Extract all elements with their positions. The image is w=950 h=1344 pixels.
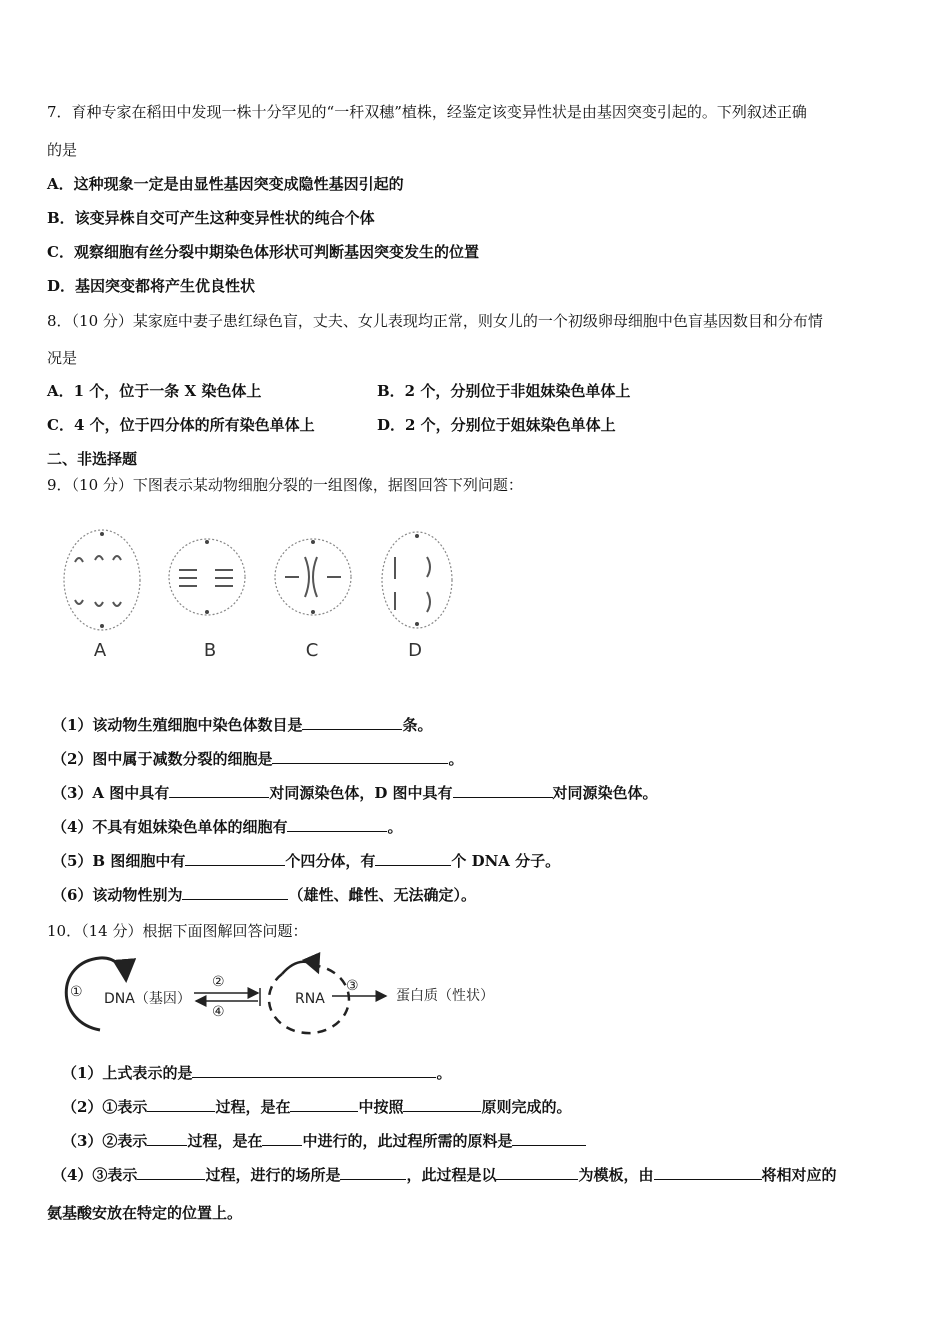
label-step-3: ③ [346, 978, 359, 994]
cell-label-b: B [203, 640, 217, 661]
answer-blank[interactable] [182, 885, 288, 900]
answer-blank[interactable] [403, 1097, 481, 1112]
q9-sub3 [52, 783, 658, 803]
q10-sub4-text: （4）③表示 [52, 1166, 138, 1184]
q10-sub4-mid1: 过程，进行的场所是 [205, 1166, 341, 1184]
q9-sub2-text: （2）图中属于减数分裂的细胞是 [52, 750, 273, 768]
answer-blank[interactable] [169, 783, 269, 798]
label-step-2: ② [212, 974, 225, 990]
q9-sub5-tail: 个 DNA 分子。 [451, 852, 561, 870]
answer-blank[interactable] [290, 1097, 358, 1112]
q9-sub5-text: （5）B 图细胞中有 [52, 852, 186, 870]
answer-blank[interactable] [654, 1165, 762, 1180]
q9-sub1 [52, 715, 432, 735]
section-heading: 二、非选择题 [47, 450, 138, 468]
q10-sub1-text: （1）上式表示的是 [62, 1064, 193, 1082]
q7-stem-line1: 7．育种专家在稻田中发现一株十分罕见的“一秆双穗”植株，经鉴定该变异性状是由基因突变引起的。下列叙述正确 [47, 103, 807, 121]
q9-sub2-tail: 。 [448, 750, 464, 768]
answer-blank[interactable] [302, 715, 402, 730]
q10-sub4 [52, 1165, 837, 1185]
q9-stem: 9．（10 分）下图表示某动物细胞分裂的一组图像，据图回答下列问题： [47, 476, 523, 494]
answer-blank[interactable] [262, 1131, 302, 1146]
q8-option-b[interactable]: B．2 个，分别位于非姐妹染色单体上 [377, 382, 631, 400]
q10-sub4-mid3: 为模板，由 [578, 1166, 654, 1184]
q10-sub4-mid2: ，此过程是以 [406, 1166, 497, 1184]
answer-blank[interactable] [287, 817, 387, 832]
cell-division-figure [55, 522, 455, 667]
q8-option-c[interactable]: C．4 个，位于四分体的所有染色单体上 [47, 416, 315, 434]
q10-sub4-line2: 氨基酸安放在特定的位置上。 [47, 1204, 243, 1222]
q7-option-d[interactable]: D．基因突变都将产生优良性状 [47, 277, 256, 295]
answer-blank[interactable] [512, 1131, 586, 1146]
q9-sub4-text: （4）不具有姐妹染色单体的细胞有 [52, 818, 288, 836]
q9-sub1-text: （1）该动物生殖细胞中染色体数目是 [52, 716, 303, 734]
answer-blank[interactable] [375, 851, 451, 866]
q10-sub2-tail: 原则完成的。 [481, 1098, 572, 1116]
q10-stem: 10．（14 分）根据下面图解回答问题： [47, 922, 308, 940]
cell-label-d: D [408, 640, 422, 661]
answer-blank[interactable] [192, 1063, 436, 1078]
q9-sub3-text: （3）A 图中具有 [52, 784, 170, 802]
q10-sub3-tail: 中进行的，此过程所需的原料是 [302, 1132, 513, 1150]
answer-blank[interactable] [496, 1165, 578, 1180]
q10-sub3-mid: 过程，是在 [187, 1132, 263, 1150]
label-protein: 蛋白质（性状） [396, 988, 494, 1004]
q9-sub3-tail: 对同源染色体。 [552, 784, 658, 802]
cell-a-outline [64, 530, 140, 630]
answer-blank[interactable] [147, 1131, 187, 1146]
answer-blank[interactable] [453, 783, 553, 798]
answer-blank[interactable] [340, 1165, 406, 1180]
q10-sub2-text: （2）①表示 [62, 1098, 148, 1116]
q9-sub6 [52, 885, 476, 905]
q9-sub3-mid: 对同源染色体，D 图中具有 [269, 784, 453, 802]
cell-d-outline [382, 532, 452, 628]
q9-sub5-mid: 个四分体，有 [285, 852, 376, 870]
q10-sub2 [62, 1097, 572, 1117]
label-dna: DNA（基因） [104, 991, 191, 1007]
cell-label-a: A [93, 640, 107, 661]
answer-blank[interactable] [185, 851, 285, 866]
central-dogma-diagram [60, 952, 530, 1032]
q7-option-c[interactable]: C．观察细胞有丝分裂中期染色体形状可判断基因突变发生的位置 [47, 243, 479, 261]
label-step-1: ① [70, 984, 83, 1000]
cell-label-c: C [305, 640, 319, 661]
q10-sub1-tail: 。 [436, 1064, 452, 1082]
q10-sub4-tail: 将相对应的 [761, 1166, 837, 1184]
q9-sub2 [52, 749, 463, 769]
answer-blank[interactable] [137, 1165, 205, 1180]
q9-sub4-tail: 。 [387, 818, 403, 836]
q9-sub6-tail: （雄性、雌性、无法确定）。 [288, 886, 476, 904]
q10-sub1 [62, 1063, 451, 1083]
label-step-4: ④ [212, 1004, 225, 1020]
answer-blank[interactable] [272, 749, 448, 764]
q9-sub6-text: （6）该动物性别为 [52, 886, 183, 904]
q8-option-a[interactable]: A．1 个，位于一条 X 染色体上 [47, 382, 262, 400]
q10-sub2-mid2: 中按照 [358, 1098, 404, 1116]
answer-blank[interactable] [147, 1097, 215, 1112]
q9-sub4 [52, 817, 402, 837]
q10-sub3-text: （3）②表示 [62, 1132, 148, 1150]
q9-sub1-tail: 条。 [402, 716, 433, 734]
q7-stem-line2: 的是 [47, 141, 78, 159]
q10-sub3 [62, 1131, 586, 1151]
q8-option-d[interactable]: D．2 个，分别位于姐妹染色单体上 [377, 416, 616, 434]
q7-option-b[interactable]: B．该变异株自交可产生这种变异性状的纯合个体 [47, 209, 375, 227]
q7-option-a[interactable]: A．这种现象一定是由显性基因突变成隐性基因引起的 [47, 175, 404, 193]
q8-stem-line1: 8．（10 分）某家庭中妻子患红绿色盲，丈夫、女儿表现均正常，则女儿的一个初级卵母细胞中色盲基因数目和分布情 [47, 312, 823, 330]
label-rna: RNA [295, 991, 325, 1007]
q10-sub2-mid1: 过程，是在 [215, 1098, 291, 1116]
q8-stem-line2: 况是 [47, 349, 78, 367]
q9-sub5 [52, 851, 560, 871]
